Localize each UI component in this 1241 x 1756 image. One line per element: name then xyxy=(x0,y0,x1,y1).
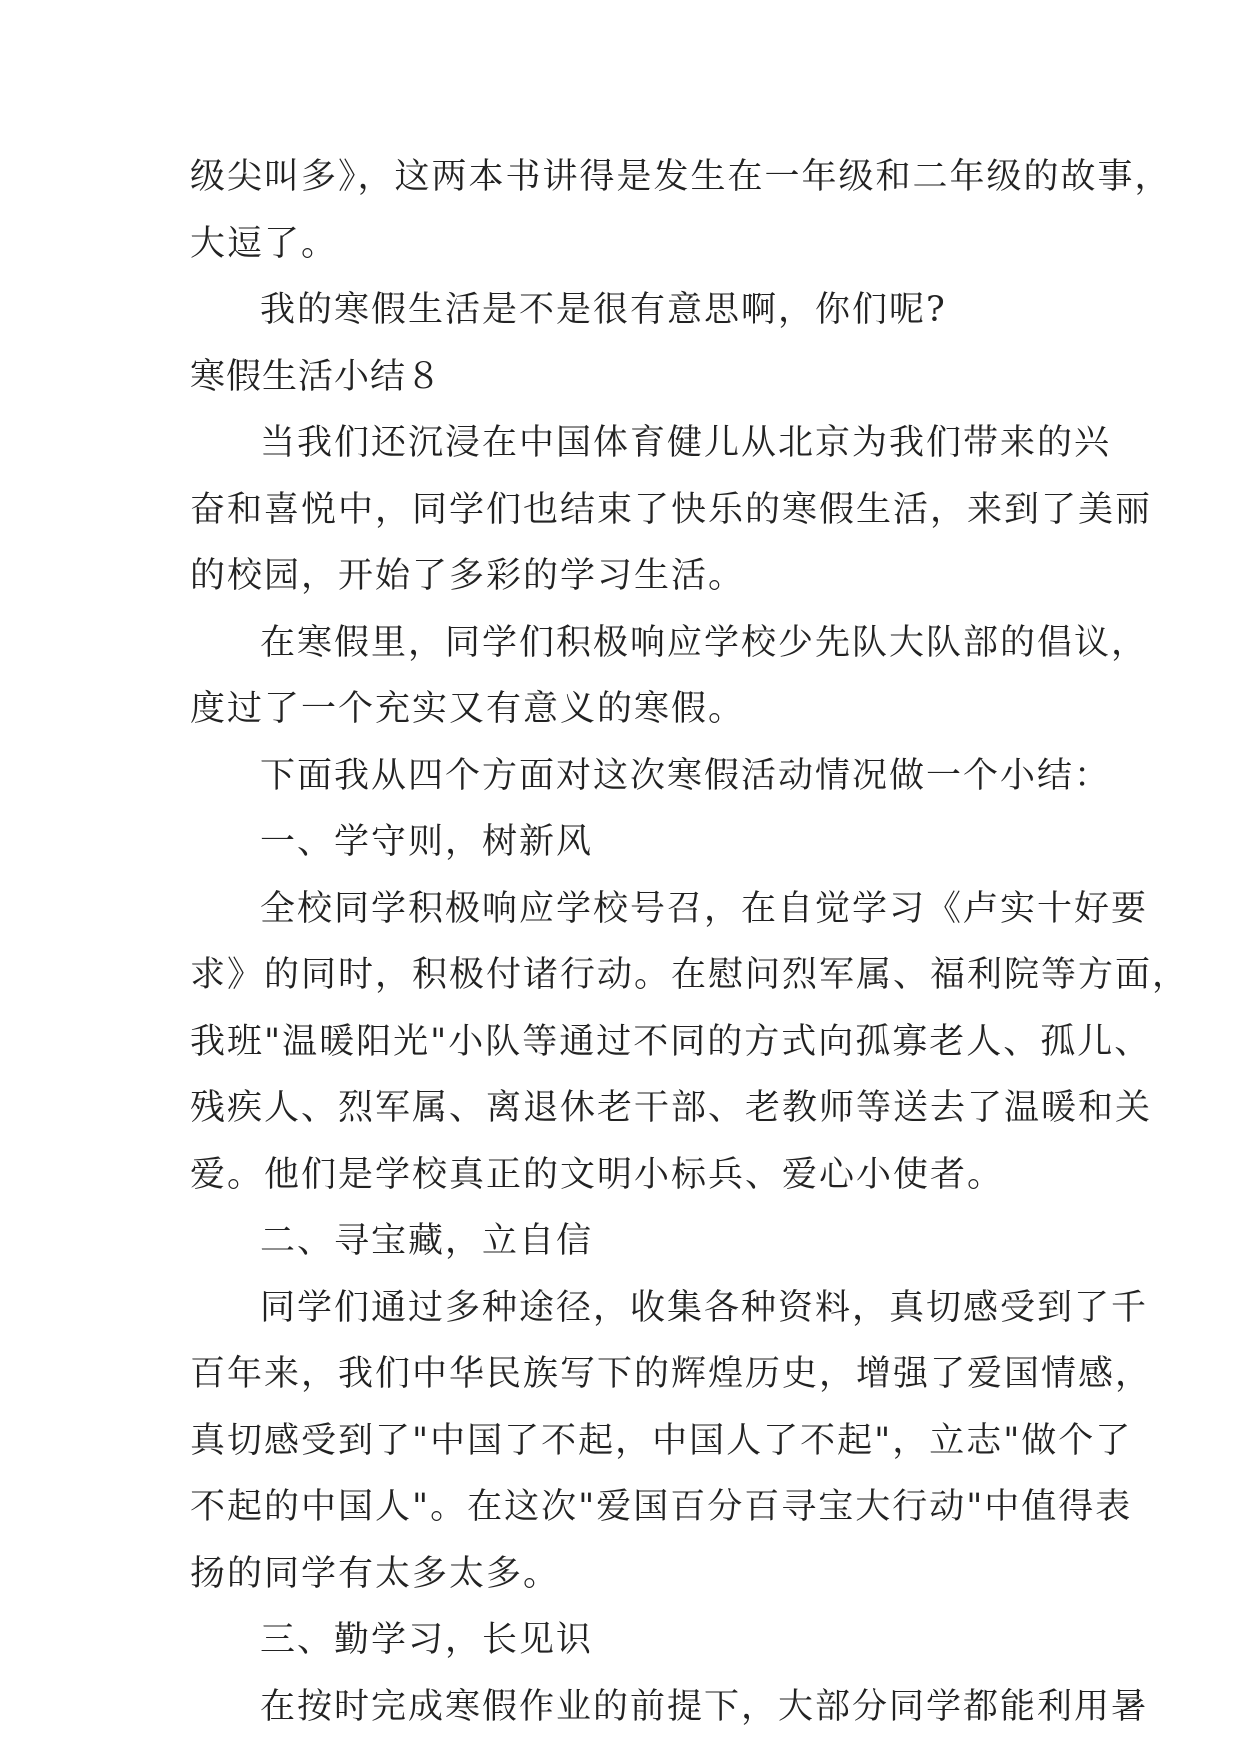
text-line: 度过了一个充实又有意义的寒假。 xyxy=(190,689,746,729)
text-line: 在寒假里，同学们积极响应学校少先队大队部的倡议， xyxy=(260,622,1149,663)
text-line: 在按时完成寒假作业的前提下，大部分同学都能利用暑 xyxy=(260,1686,1149,1727)
text-line: 求》的同时，积极付诸行动。在慰问烈军属、福利院等方面， xyxy=(190,955,1190,995)
text-line: 扬的同学有太多太多。 xyxy=(190,1553,561,1594)
text-line: 全校同学积极响应学校号召，在自觉学习《卢实十好要 xyxy=(260,888,1149,929)
text-line: 不起的中国人"。在这次"爱国百分百寻宝大行动"中值得表 xyxy=(190,1487,1133,1527)
text-line: 的校园，开始了多彩的学习生活。 xyxy=(190,556,746,596)
text-line: 我的寒假生活是不是很有意思啊，你们呢? xyxy=(260,290,947,330)
text-line: 奋和喜悦中，同学们也结束了快乐的寒假生活，来到了美丽 xyxy=(190,489,1153,530)
text-line: 爱。他们是学校真正的文明小标兵、爱心小使者。 xyxy=(190,1154,1005,1195)
text-line: 大逗了。 xyxy=(190,223,339,264)
text-line: 同学们通过多种途径，收集各种资料，真切感受到了千 xyxy=(260,1287,1149,1328)
subsection-heading: 一、学守则，树新风 xyxy=(260,822,594,862)
document-body xyxy=(190,157,1190,1756)
text-line: 真切感受到了"中国了不起，中国人了不起"，立志"做个了 xyxy=(190,1420,1133,1461)
text-line: 级尖叫多》，这两本书讲得是发生在一年级和二年级的故事， xyxy=(190,157,1172,197)
subsection-heading: 二、寻宝藏，立自信 xyxy=(260,1221,594,1261)
section-heading: 寒假生活小结８ xyxy=(190,356,443,397)
text-line: 我班"温暖阳光"小队等通过不同的方式向孤寡老人、孤儿、 xyxy=(190,1021,1152,1062)
subsection-heading: 三、勤学习，长见识 xyxy=(260,1620,594,1660)
text-line: 下面我从四个方面对这次寒假活动情况做一个小结： xyxy=(260,755,1112,796)
text-line: 当我们还沉浸在中国体育健儿从北京为我们带来的兴 xyxy=(260,423,1112,463)
text-line: 百年来，我们中华民族写下的辉煌历史，增强了爱国情感， xyxy=(190,1354,1153,1394)
text-line: 残疾人、烈军属、离退休老干部、老教师等送去了温暖和关 xyxy=(190,1088,1153,1128)
